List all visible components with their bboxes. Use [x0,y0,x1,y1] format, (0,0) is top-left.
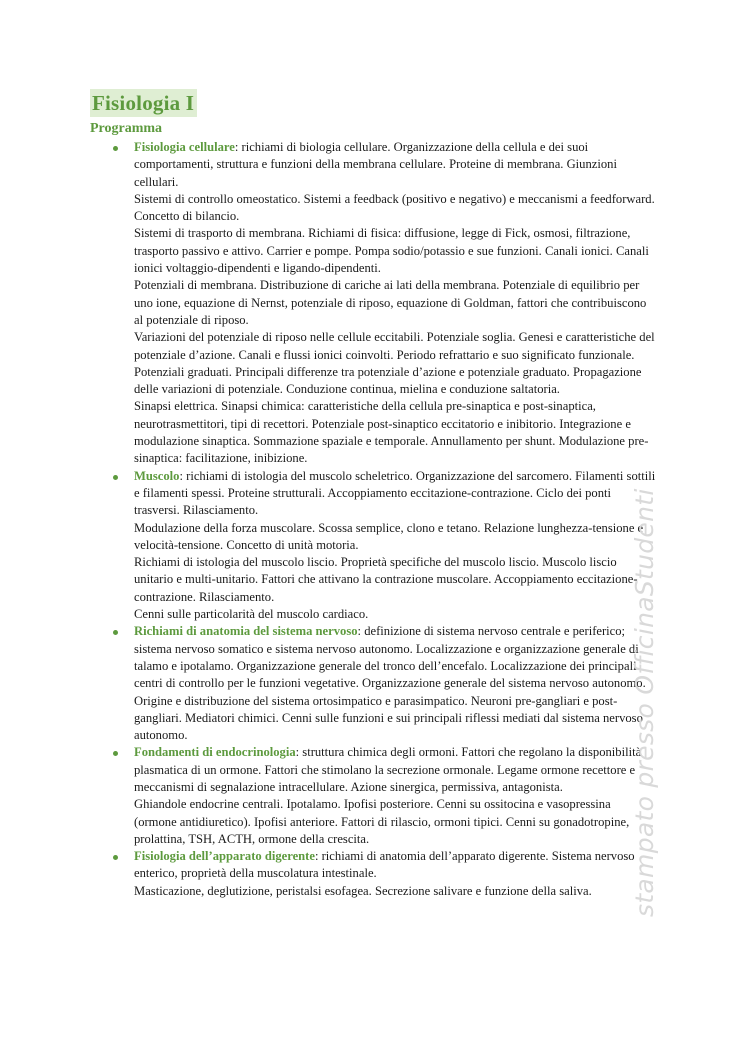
section-heading: Fisiologia dell’apparato digerente [134,849,315,864]
paragraph: Sistemi di trasporto di membrana. Richiami di fisica: diffusione, legge di Fick, osmosi, filtrazione, trasporto passivo e attivo. Carrier e pompe. Pompa sodio/potassio e sue funzioni. Canali ionici. Canali ionici voltaggio-dipendenti e ligando-dipendenti. [134,226,649,276]
section-heading: Fondamenti di endocrinologia [134,745,296,760]
list-item-muscolo [0,468,656,624]
list-item-apparato-digerente [0,848,656,900]
section-heading: Richiami di anatomia del sistema nervoso [134,624,358,639]
section-text: : definizione di sistema nervoso centrale e periferico; sistema nervoso somatico e sistema nervoso autonomo. Localizzazione e organizzazione generale di talamo e ipotalamo. Organizzazione generale del tronco dell’encefalo. Localizzazione dei principali centri di controllo per le funzioni vegetative. Organizzazione generale del sistema nervoso autonomo. Origine e distribuzione del sistema ortosimpatico e parasimpatico. Neuroni pre-gangliari e post-gangliari. Mediatori chimici. Cenni sulle funzioni e sui principali riflessi mediati dal sistema nervoso autonomo. [134,624,646,743]
paragraph: Richiami di istologia del muscolo liscio. Proprietà specifiche del muscolo liscio. Muscolo liscio unitario e multi-unitario. Fattori che attivano la contrazione muscolare. Accoppiamento eccitazione-contrazione. Rilasciamento. [134,555,638,604]
section-text: : struttura chimica degli ormoni. Fattori che regolano la disponibilità plasmatica di un ormone. Fattori che stimolano la secrezione ormonale. Legame ormone recettore e meccanismi di segnalazione intracellulare. Azione sinergica, permissiva, antagonista. [134,745,642,794]
list-item-endocrinologia [0,744,656,848]
section-heading: Muscolo [134,468,180,483]
paragraph: Sinapsi elettrica. Sinapsi chimica: caratteristiche della cellula pre-sinaptica e post-sinaptica, neurotrasmettitori, tipi di recettori. Potenziale post-sinaptico eccitatorio e inibitorio. Integrazione e modulazione sinaptica. Sommazione spaziale e temporale. Annullamento per shunt. Modulazione pre-sinaptica: facilitazione, inibizione. [134,399,649,466]
list-item-fisiologia-cellulare [0,139,656,468]
paragraph: Ghiandole endocrine centrali. Ipotalamo. Ipofisi posteriore. Cenni su ossitocina e vasopressina (ormone antidiuretico). Ipofisi anteriore. Fattori di rilascio, ormoni tipici. Cenni su gonadotropine, prolattina, TSH, ACTH, ormone della crescita. [134,797,630,846]
paragraph: Modulazione della forza muscolare. Scossa semplice, clono e tetano. Relazione lunghezza-tensione e velocità-tensione. Concetto di unità motoria. [134,520,644,552]
section-text: : richiami di anatomia dell’apparato digerente. Sistema nervoso enterico, proprietà della muscolatura intestinale. [134,849,635,881]
paragraph: Sistemi di controllo omeostatico. Sistemi a feedback (positivo e negativo) e meccanismi a feedforward. Concetto di bilancio. [134,191,655,224]
section-text: : richiami di istologia del muscolo scheletrico. Organizzazione del sarcomero. Filamenti sottili e filamenti spessi. Proteine strutturali. Accoppiamento eccitazione-contrazione. Ciclo dei ponti trasversi. Rilasciamento. [134,468,656,518]
paragraph [134,848,656,883]
list-item-anatomia-sistema-nervoso [0,623,656,744]
section-heading: Fisiologia cellulare [134,140,235,154]
paragraph: Variazioni del potenziale di riposo nelle cellule eccitabili. Potenziale soglia. Genesi e caratteristiche del potenziale d’azione. Canali e flussi ionici coinvolti. Periodo refrattario e suo significato funzionale. Potenziali graduati. Principali differenze tra potenziale d’azione e potenziale graduato. Propagazione delle variazioni di potenziale. Conduzione continua, mielina e conduzione saltatoria. [134,330,655,397]
paragraph [134,744,656,796]
bullet-icon [113,630,118,635]
paragraph: Potenziali di membrana. Distribuzione di cariche ai lati della membrana. Potenziale di equilibrio per uno ione, equazione di Nernst, potenziale di riposo, equazione di Goldman, fattori che contribuiscono al potenziale di riposo. [134,278,647,327]
bullet-icon [113,475,118,480]
bullet-icon [113,146,118,151]
paragraph [134,139,656,191]
section-text: : richiami di biologia cellulare. Organizzazione della cellula e dei suoi comportamenti, struttura e funzioni della membrana cellulare. Proteine di membrana. Giunzioni cellulari. [134,140,617,189]
page-title: Fisiologia I [90,89,197,117]
paragraph [134,468,656,520]
paragraph: Masticazione, deglutizione, peristalsi esofagea. Secrezione salivare e funzione della saliva. [134,883,592,898]
watermark-text: stampato presso OfficinaStudenti [630,488,659,917]
page-subtitle: Programma [90,121,163,136]
bullet-icon [113,751,118,756]
paragraph: Cenni sulle particolarità del muscolo cardiaco. [134,607,369,622]
bullet-icon [113,855,118,860]
paragraph [134,623,656,744]
